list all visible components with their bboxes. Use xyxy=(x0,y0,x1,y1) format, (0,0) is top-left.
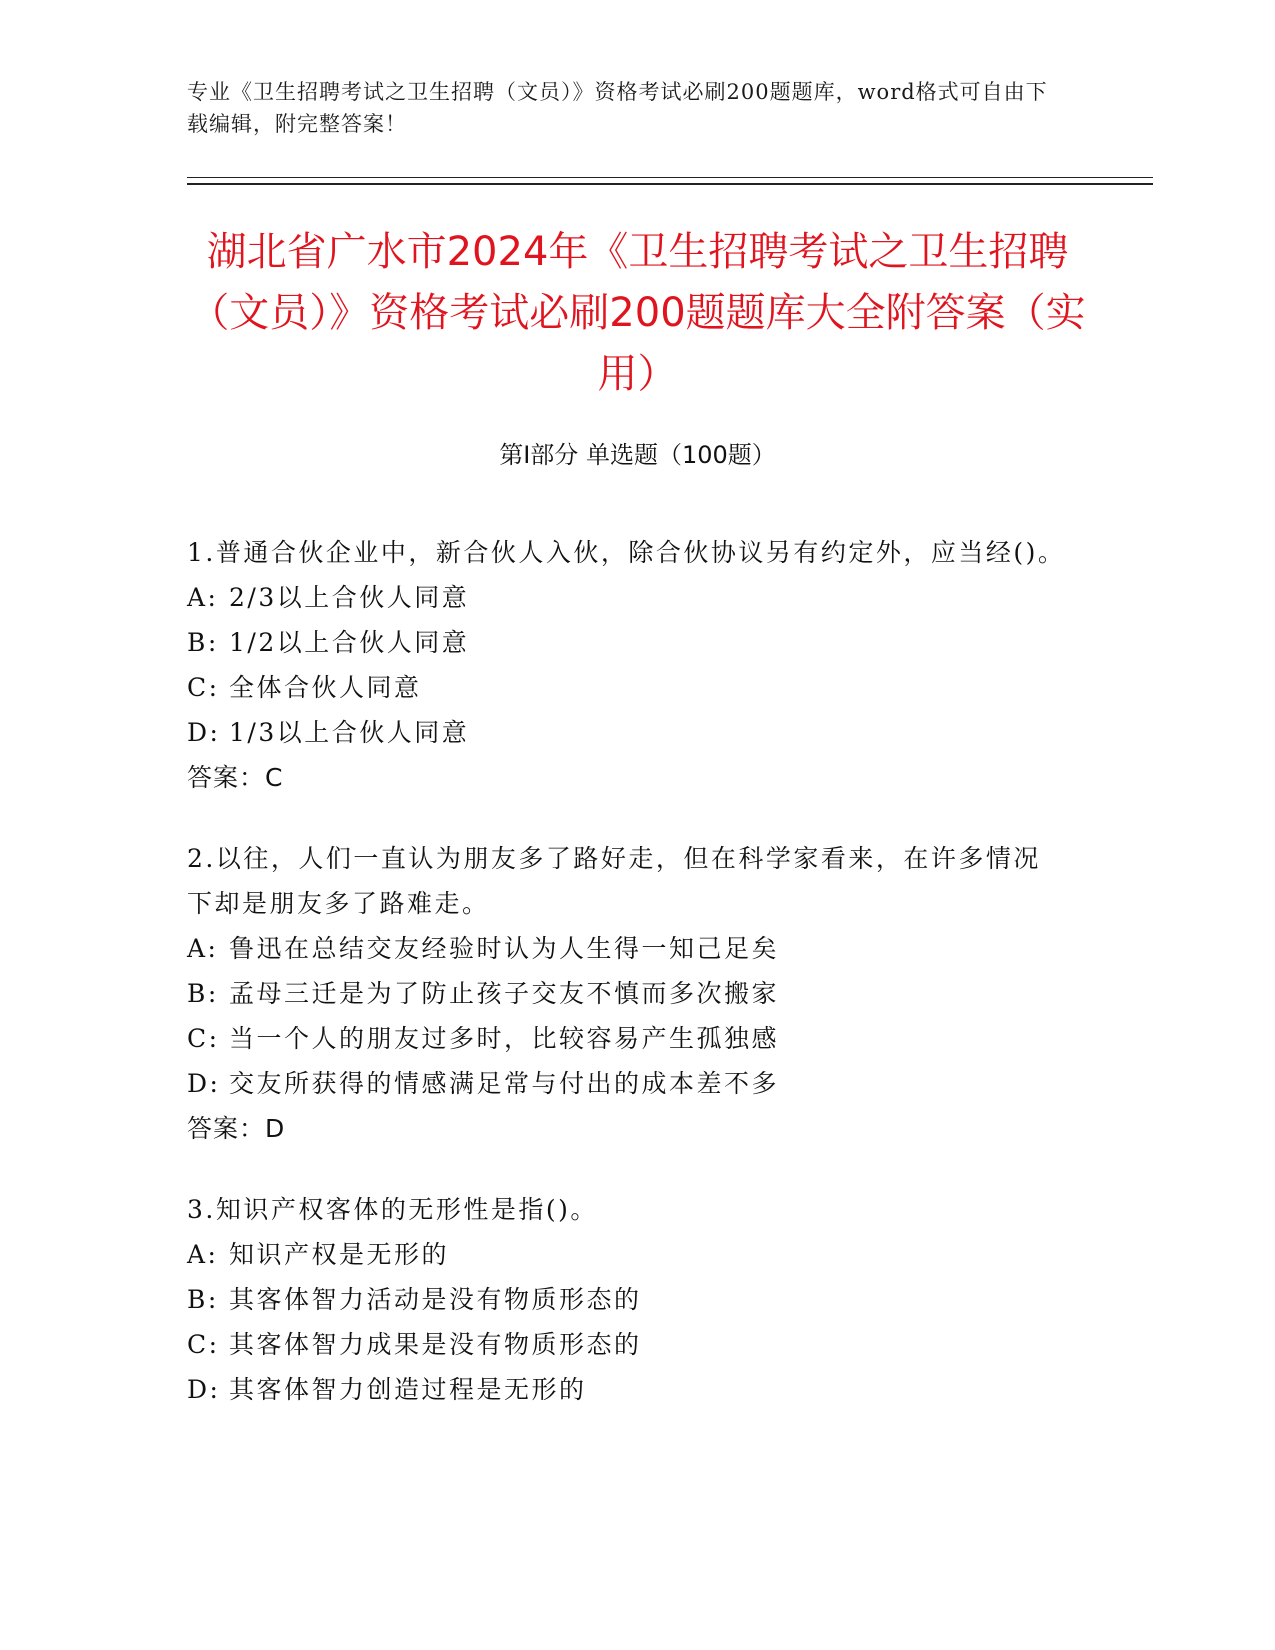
option-letter: D: xyxy=(187,1069,221,1098)
option-text: 知识产权是无形的 xyxy=(229,1240,450,1269)
option-text: 其客体智力创造过程是无形的 xyxy=(229,1375,587,1404)
option-a xyxy=(187,926,1067,971)
question-stem: 2.以往，人们一直认为朋友多了路好走，但在科学家看来，在许多情况下却是朋友多了路难走。 xyxy=(187,844,1041,918)
option-c xyxy=(187,1016,1067,1061)
option-letter: C: xyxy=(187,1330,220,1359)
option-a xyxy=(187,575,1067,620)
option-a xyxy=(187,1232,1067,1277)
option-text: 当一个人的朋友过多时，比较容易产生孤独感 xyxy=(229,1024,780,1053)
section-heading: 第Ⅰ部分 单选题（100题） xyxy=(499,441,776,469)
option-letter: A: xyxy=(187,1240,219,1269)
option-text: 其客体智力成果是没有物质形态的 xyxy=(229,1330,642,1359)
option-b xyxy=(187,620,1067,665)
option-text: 孟母三迁是为了防止孩子交友不慎而多次搬家 xyxy=(229,979,780,1008)
option-text: 交友所获得的情感满足常与付出的成本差不多 xyxy=(229,1069,780,1098)
option-letter: A: xyxy=(187,583,219,612)
option-c xyxy=(187,1322,1067,1367)
option-c xyxy=(187,665,1067,710)
question-stem: 3.知识产权客体的无形性是指()。 xyxy=(187,1195,598,1224)
option-d xyxy=(187,710,1067,755)
question-3 xyxy=(187,1187,1067,1412)
answer-line: 答案：C xyxy=(187,763,284,792)
option-d xyxy=(187,1061,1067,1106)
option-text: 1/3以上合伙人同意 xyxy=(229,718,470,747)
option-letter: B: xyxy=(187,628,219,657)
question-2 xyxy=(187,836,1067,1151)
option-letter: B: xyxy=(187,1285,219,1314)
option-text: 其客体智力活动是没有物质形态的 xyxy=(229,1285,642,1314)
option-letter: B: xyxy=(187,979,219,1008)
question-stem: 1.普通合伙企业中，新合伙人入伙，除合伙协议另有约定外，应当经()。 xyxy=(187,538,1066,567)
document-title: 湖北省广水市2024年《卫生招聘考试之卫生招聘（文员）》资格考试必刷200题题库大全附答案（实用） xyxy=(189,229,1086,397)
question-list xyxy=(187,530,1067,1448)
option-b xyxy=(187,1277,1067,1322)
option-text: 1/2以上合伙人同意 xyxy=(229,628,470,657)
option-text: 全体合伙人同意 xyxy=(229,673,422,702)
header-divider-top xyxy=(187,177,1153,178)
option-letter: C: xyxy=(187,673,220,702)
option-letter: A: xyxy=(187,934,219,963)
option-d xyxy=(187,1367,1067,1412)
option-letter: D: xyxy=(187,718,221,747)
answer-line: 答案：D xyxy=(187,1114,286,1143)
option-text: 2/3以上合伙人同意 xyxy=(229,583,470,612)
question-1 xyxy=(187,530,1067,800)
option-letter: D: xyxy=(187,1375,221,1404)
option-text: 鲁迅在总结交友经验时认为人生得一知己足矣 xyxy=(229,934,780,963)
header-divider-bottom xyxy=(187,183,1153,185)
option-letter: C: xyxy=(187,1024,220,1053)
option-b xyxy=(187,971,1067,1016)
header-note: 专业《卫生招聘考试之卫生招聘（文员）》资格考试必刷200题题库，word格式可自由下载编辑，附完整答案！ xyxy=(187,80,1048,136)
